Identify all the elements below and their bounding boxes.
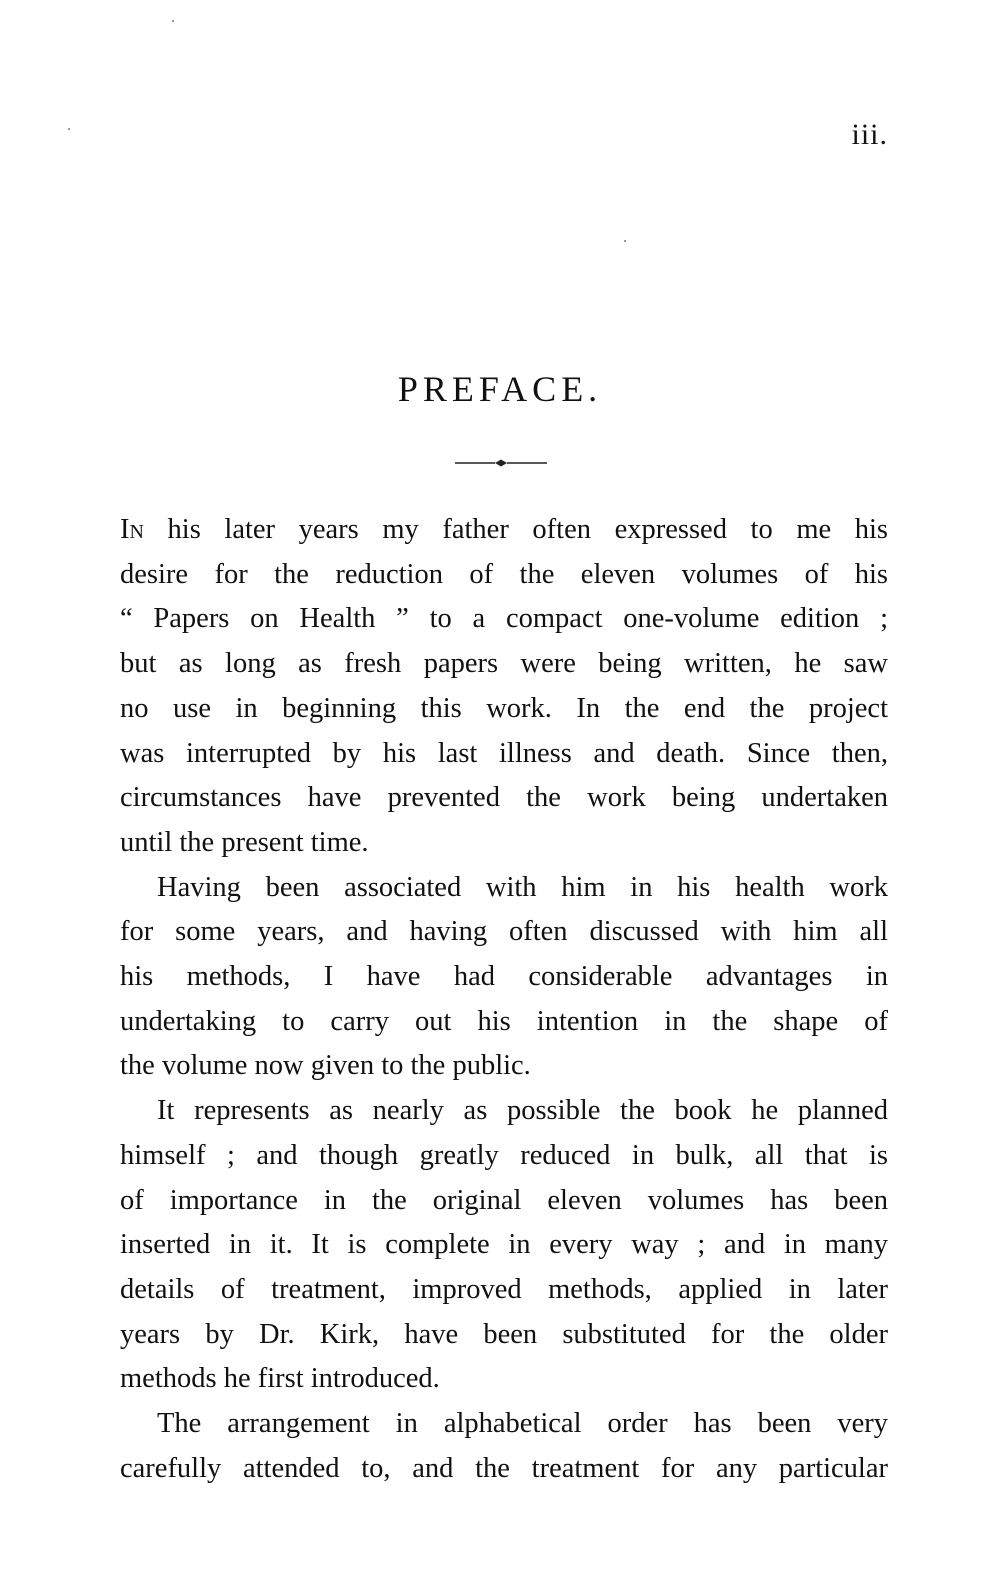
preface-body [120,508,888,1491]
paragraph-4 [120,1402,888,1491]
text-line: but as long as fresh papers were being written, he saw [120,648,888,680]
page-speck [68,128,70,130]
text-line [120,508,888,553]
page-number: iii. [851,118,888,151]
page-speck [624,240,626,242]
text-line: was interrupted by his last illness and death. Since then, [120,737,888,769]
text-line: years by Dr. Kirk, have been substituted for the older [120,1318,888,1350]
ornament-diamond [495,460,507,467]
page-title: PREFACE. [397,369,603,409]
text-line: circumstances have prevented the work being undertaken [120,782,888,814]
paragraph-1 [120,508,888,866]
text-line: The arrangement in alphabetical order has been very [157,1408,888,1440]
text-line: of importance in the original eleven volumes has been [120,1184,888,1216]
text-line: himself ; and though greatly reduced in bulk, all that is [120,1139,888,1171]
text-line: his methods, I have had considerable advantages in [120,961,888,993]
text-line: no use in beginning this work. In the end the project [120,692,888,724]
text-line: until the present time. [120,826,369,858]
text-line: “ Papers on Health ” to a compact one-volume edition ; [120,603,888,635]
text-line: for some years, and having often discussed with him all [120,916,888,948]
text-line-rest: his later years my father often expressed to me his [143,514,888,545]
text-line: details of treatment, improved methods, applied in later [120,1273,888,1305]
text-line: the volume now given to the public. [120,1050,531,1082]
drop-word: In [120,514,144,545]
text-line: undertaking to carry out his intention in the shape of [120,1005,888,1037]
text-line: Having been associated with him in his health work [157,871,888,903]
paragraph-3 [120,1089,888,1402]
text-line: inserted in it. It is complete in every way ; and in many [120,1229,888,1261]
paragraph-2 [120,866,888,1090]
page-speck [172,20,174,22]
text-line: It represents as nearly as possible the book he planned [157,1095,888,1127]
text-line: carefully attended to, and the treatment for any particular [120,1452,888,1484]
text-line: methods he first introduced. [120,1363,440,1395]
text-line: desire for the reduction of the eleven volumes of his [120,558,888,590]
title-ornament [455,456,547,470]
